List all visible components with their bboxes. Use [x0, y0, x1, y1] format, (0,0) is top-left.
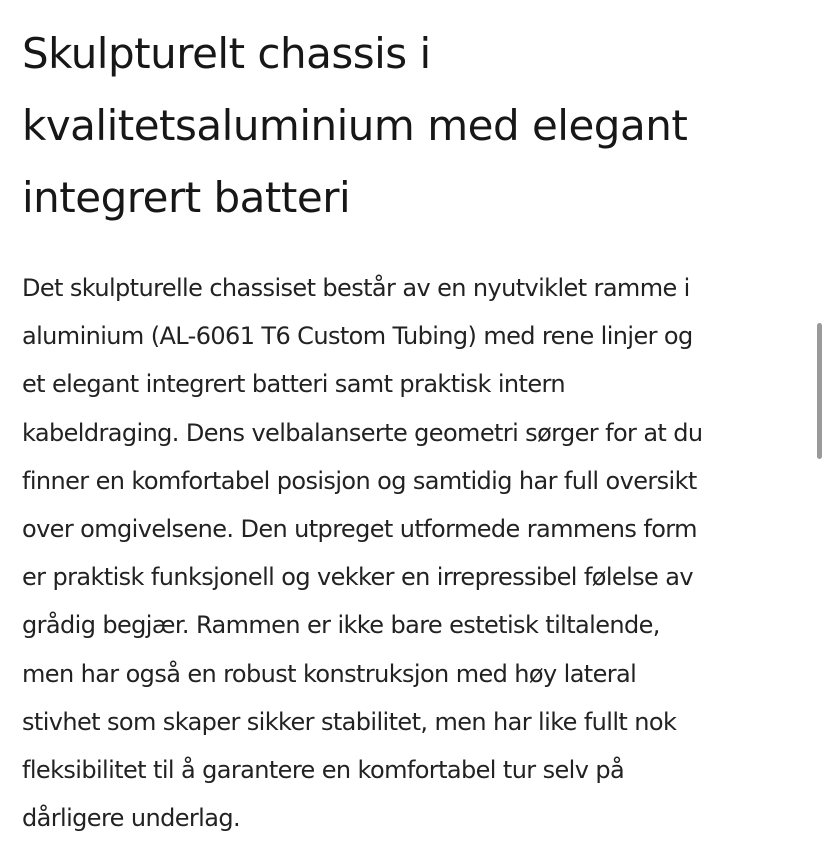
body-line: fleksibilitet til å garantere en komfortabel tur selv på — [22, 756, 625, 785]
title-line: integrert batteri — [22, 173, 351, 222]
body-line: Det skulpturelle chassiset består av en nyutviklet ramme i — [22, 274, 690, 302]
article-section — [22, 18, 812, 842]
body-line: aluminium (AL-6061 T6 Custom Tubing) med rene linjer og — [22, 322, 693, 351]
body-line: kabeldraging. Dens velbalanserte geometri sørger for at du — [22, 418, 703, 447]
article-title — [22, 18, 812, 234]
body-line: dårligere underlag. — [22, 804, 241, 833]
body-line: over omgivelsene. Den utpreget utformede rammens form — [22, 515, 697, 544]
scroll-indicator[interactable] — [817, 323, 822, 459]
body-line: men har også en robust konstruksjon med høy lateral — [22, 659, 637, 688]
body-line: grådig begjær. Rammen er ikke bare estetisk tiltalende, — [22, 611, 660, 640]
body-line: er praktisk funksjonell og vekker en irrepressibel følelse av — [22, 563, 693, 592]
body-line: stivhet som skaper sikker stabilitet, men har like fullt nok — [22, 707, 677, 736]
title-line: Skulpturelt chassis i — [22, 29, 431, 78]
body-line: et elegant integrert batteri samt praktisk intern — [22, 370, 565, 399]
article-body — [22, 264, 812, 842]
title-line: kvalitetsaluminium med elegant — [22, 101, 688, 150]
body-line: finner en komfortabel posisjon og samtidig har full oversikt — [22, 466, 697, 495]
